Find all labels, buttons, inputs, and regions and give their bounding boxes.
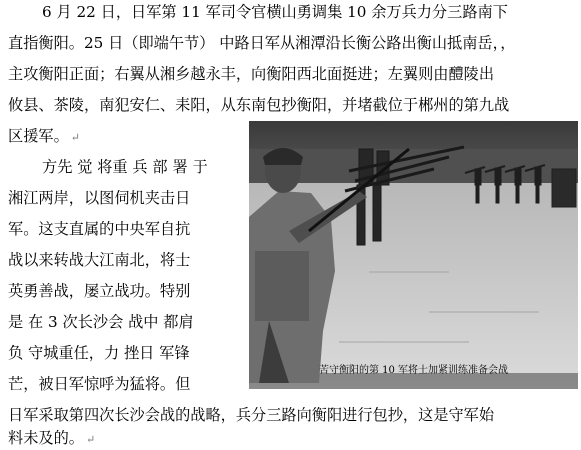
text-line: 英勇善战，屡立战功。特别	[8, 282, 191, 300]
paragraph-mark-icon: ↵	[85, 433, 96, 446]
text-line: 直指衡阳。25 日（即端午节） 中路日军从湘潭沿长衡公路出衡山抵南岳，，	[8, 34, 516, 52]
text-line: 方先 觉 将重 兵 部 署 于	[42, 158, 208, 176]
text-line: 是 在 3 次长沙会 战中 都肩	[8, 313, 194, 331]
text-line: 6 月 22 日，日军第 11 军司令官横山勇调集 10 余万兵力分三路南下	[42, 3, 508, 21]
text-line: 负 守城重任，力 挫日 军锋	[8, 344, 190, 362]
text-line: 湘江两岸，以图伺机夹击日	[8, 189, 191, 207]
text-line: 日军采取第四次长沙会战的战略，兵分三路向衡阳进行包抄，这是守军始	[8, 406, 494, 424]
text-line-last: 料未及的。 ↵	[8, 429, 96, 447]
text-line: 战以来转战大江南北，将士	[8, 251, 191, 269]
text-line: 芒，被日军惊呼为猛将。但	[8, 375, 191, 393]
text-line-last: 区援军。 ↵	[8, 127, 80, 145]
photo-caption: 苦守衡阳的第 10 军将士加紧训练准备会战	[318, 365, 509, 376]
text-line: 攸县、茶陵，南犯安仁、耒阳，从东南包抄衡阳，并堵截位于郴州的第九战	[8, 96, 510, 114]
text-line: 军。这支直属的中央军自抗	[8, 220, 191, 238]
soldiers-training-photo	[249, 121, 578, 389]
paragraph-mark-icon: ↵	[70, 131, 80, 144]
text-line: 主攻衡阳正面；右翼从湘乡越永丰，向衡阳西北面挺进；左翼则由醴陵出	[8, 65, 494, 83]
